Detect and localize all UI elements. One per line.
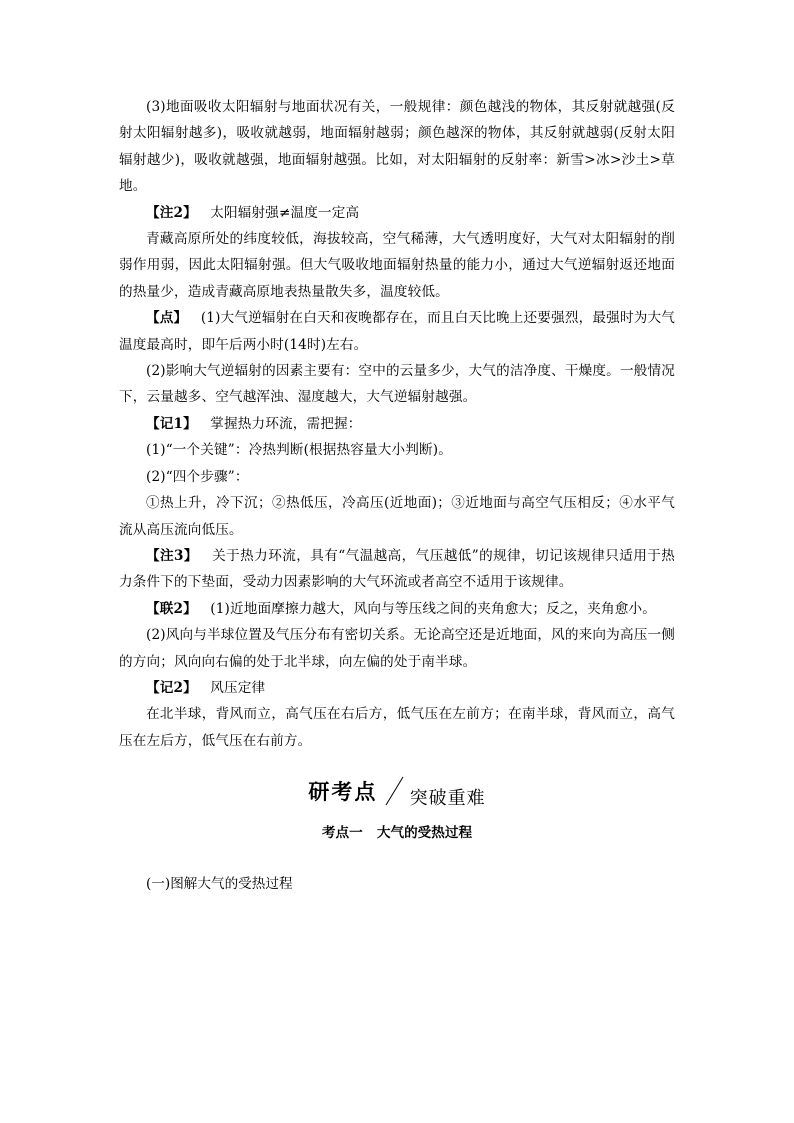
- note-heading: 【记1】 掌握热力环流，需把握：: [146, 415, 362, 432]
- banner-right-text: 突破重难: [409, 788, 486, 809]
- paragraph: 在北半球，背风而立，高气压在右后方，低气压在左前方；在南半球，背风而立，高气压在左后方，低气压在右前方。: [119, 706, 675, 749]
- note-heading: 【点】 (1)大气逆辐射在白天和夜晚都存在，而且白天比晚上还要强烈，最强时为大气温度最高时，即午后两小时(14时)左右。: [119, 310, 676, 353]
- paragraph: (1)“一个关键”：冷热判断(根据热容量大小判断)。: [146, 442, 452, 459]
- banner-left-text: 研考点: [308, 780, 378, 804]
- note-heading: 【注3】 关于热力环流，具有“气温越高，气压越低”的规律，切记该规律只适用于热力条件下的下垫面，受动力因素影响的大气环流或者高空不适用于该规律。: [119, 547, 675, 591]
- paragraph: 青藏高原所处的纬度较低，海拔较高，空气稀薄，大气透明度好，大气对太阳辐射的削弱作用弱，因此太阳辐射强。但大气吸收地面辐射热量的能力小，通过大气逆辐射返还地面的热量少，造成青藏高原地表热量散失多，温度较低。: [119, 231, 675, 300]
- banner-slash-divider: [383, 775, 405, 807]
- paragraph: (2)“四个步骤”：: [146, 468, 249, 485]
- paragraph: (3)地面吸收太阳辐射与地面状况有关，一般规律：颜色越浅的物体，其反射就越强(反射太阳辐射越多)，吸收就越弱，地面辐射越弱；颜色越深的物体，其反射就越弱(反射太阳辐射越少)，吸收就越强，地面辐射越强。比如，对太阳辐射的反射率：新雪>冰>沙土>草地。: [119, 99, 675, 195]
- paragraph: ①热上升，冷下沉；②热低压，冷高压(近地面)；③近地面与高空气压相反；④水平气流从高压流向低压。: [119, 495, 675, 538]
- note-heading: 【联2】 (1)近地面摩擦力越大，风向与等压线之间的夹角愈大；反之，夹角愈小。: [146, 600, 657, 617]
- note-heading: 【注2】 太阳辐射强≠温度一定高: [146, 204, 360, 221]
- subheading-label: 考点一: [321, 825, 363, 841]
- paragraph: (2)影响大气逆辐射的因素主要有：空中的云量多少，大气的洁净度、干燥度。一般情况下，云量越多、空气越浑浊、湿度越大，大气逆辐射越强。: [119, 363, 675, 406]
- body-text: [119, 94, 675, 754]
- paragraph: (2)风向与半球位置及气压分布有密切关系。无论高空还是近地面，风的来向为高压一侧的方向；风向向右偏的处于北半球，向左偏的处于南半球。: [119, 627, 675, 670]
- topic-subheading: [119, 821, 675, 841]
- diagram-section-title: (一)图解大气的受热过程: [146, 876, 293, 892]
- note-heading: 【记2】 风压定律: [146, 679, 266, 696]
- subheading-title: 大气的受热过程: [376, 825, 473, 841]
- section-banner: [119, 775, 675, 815]
